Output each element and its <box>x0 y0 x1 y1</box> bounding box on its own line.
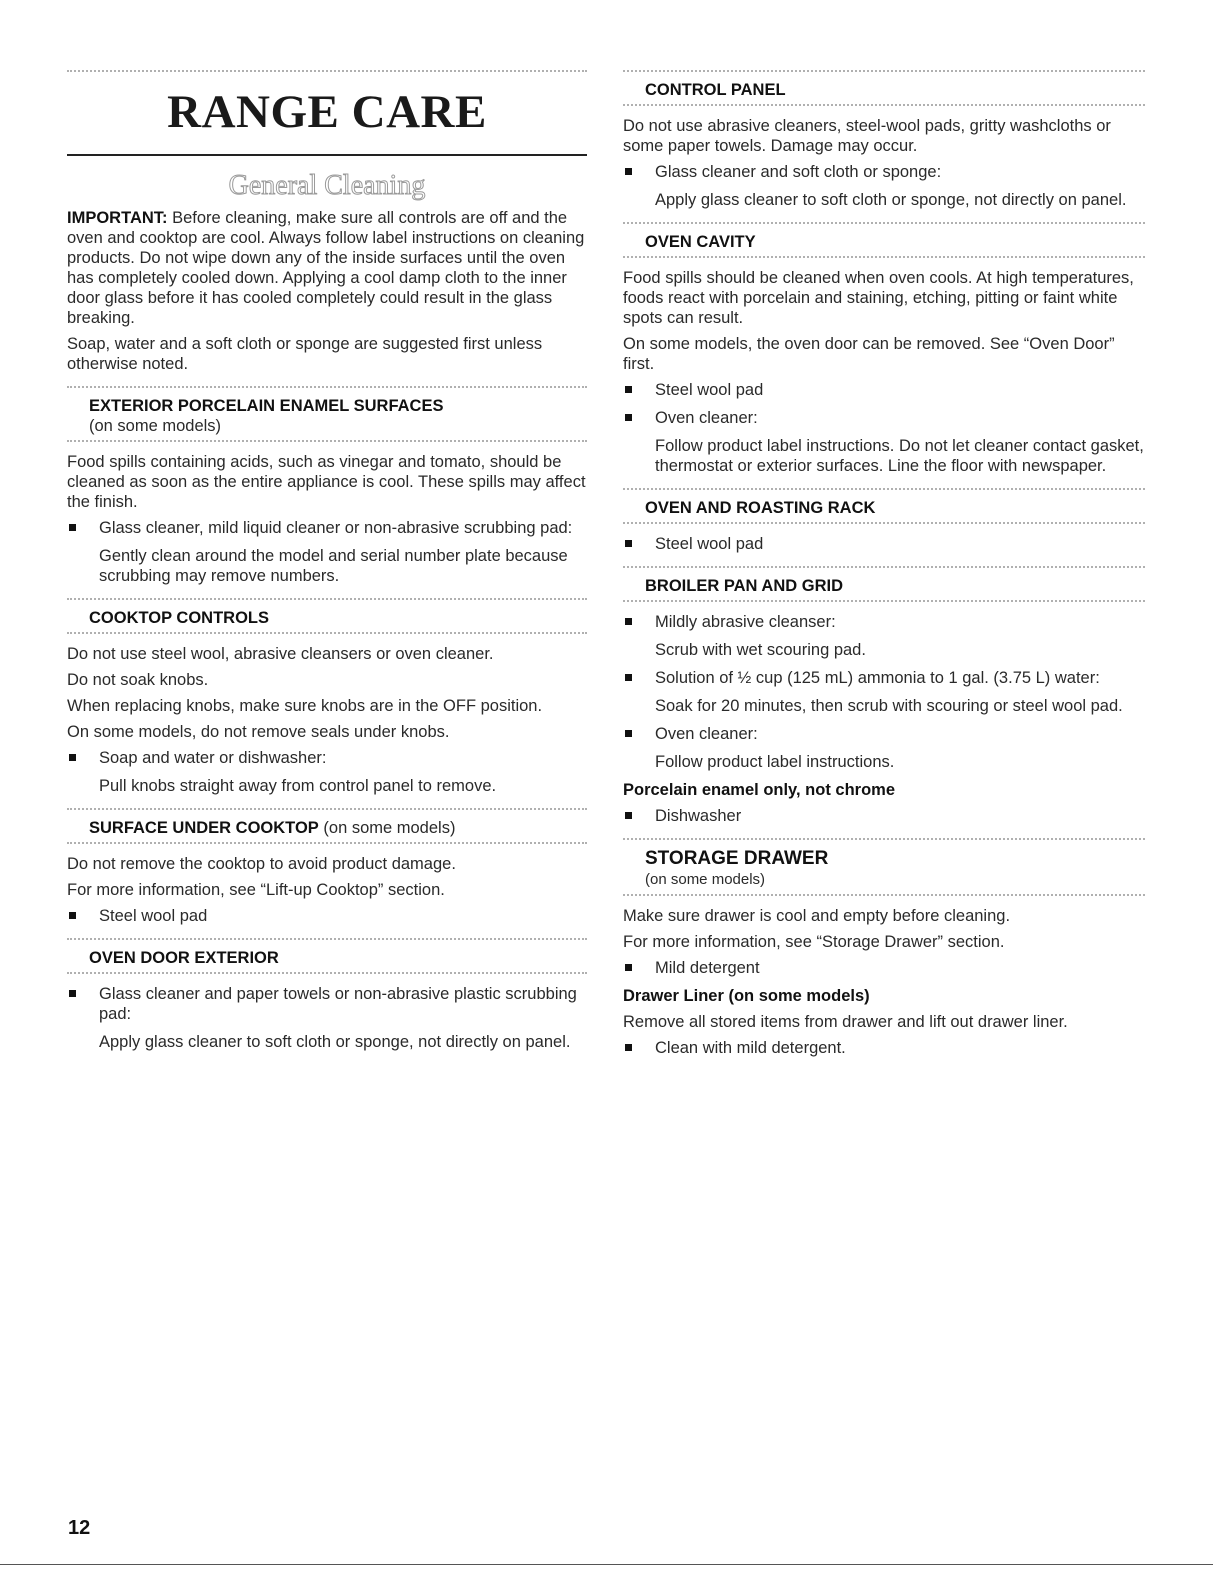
divider <box>623 566 1145 568</box>
important-label: IMPORTANT: <box>67 209 168 227</box>
list-item <box>623 724 1145 744</box>
divider <box>67 808 587 810</box>
divider <box>623 104 1145 106</box>
bullet-text: Glass cleaner and soft cloth or sponge: <box>655 163 942 181</box>
list-item <box>67 748 587 768</box>
bullet-icon <box>625 414 632 421</box>
bullet-icon <box>625 540 632 547</box>
bullet-detail: Gently clean around the model and serial number plate because scrubbing may remove numbers. <box>99 547 568 585</box>
divider <box>67 632 587 634</box>
bullet-text: Oven cleaner: <box>655 725 758 743</box>
divider <box>623 222 1145 224</box>
bullet-text: Clean with mild detergent. <box>655 1039 846 1057</box>
surface-under-cooktop-p2: For more information, see “Lift-up Cooktop” section. <box>67 881 445 899</box>
bullet-icon <box>69 912 76 919</box>
storage-drawer-note: (on some models) <box>645 871 766 888</box>
bullet-detail: Pull knobs straight away from control panel to remove. <box>99 777 497 795</box>
oven-cavity-p2: On some models, the oven door can be removed. See “Oven Door” first. <box>623 335 1115 373</box>
oven-door-exterior-heading: OVEN DOOR EXTERIOR <box>89 949 279 967</box>
bullet-text: Steel wool pad <box>655 535 764 553</box>
cooktop-controls-heading: COOKTOP CONTROLS <box>89 609 269 627</box>
list-item <box>623 380 1145 400</box>
divider <box>67 842 587 844</box>
bullet-text: Mildly abrasive cleanser: <box>655 613 836 631</box>
soap-paragraph: Soap, water and a soft cloth or sponge are suggested first unless otherwise noted. <box>67 335 543 373</box>
bullet-icon <box>625 386 632 393</box>
page-number: 12 <box>68 1517 91 1539</box>
list-item <box>67 906 587 926</box>
oven-roasting-rack-heading: OVEN AND ROASTING RACK <box>645 499 876 517</box>
storage-drawer-heading: STORAGE DRAWER <box>645 848 829 869</box>
bullet-text: Glass cleaner and paper towels or non-abrasive plastic scrubbing pad: <box>99 985 577 1023</box>
divider <box>67 938 587 940</box>
bullet-icon <box>69 990 76 997</box>
cooktop-controls-p1: Do not use steel wool, abrasive cleansers or oven cleaner. <box>67 645 494 663</box>
bottom-rule <box>0 1564 1213 1565</box>
drawer-liner-label: Drawer Liner (on some models) <box>623 987 870 1005</box>
bullet-icon <box>69 524 76 531</box>
surface-under-cooktop-heading <box>89 818 587 838</box>
important-paragraph <box>67 208 587 328</box>
bullet-text: Steel wool pad <box>99 907 208 925</box>
list-item <box>623 408 1145 428</box>
left-column <box>67 0 587 1060</box>
bullet-icon <box>625 730 632 737</box>
control-panel-p1: Do not use abrasive cleaners, steel-wool pads, gritty washcloths or some paper towels. Damage may occur. <box>623 117 1111 155</box>
drawer-liner-text: Remove all stored items from drawer and lift out drawer liner. <box>623 1013 1068 1031</box>
porcelain-only-label: Porcelain enamel only, not chrome <box>623 781 896 799</box>
page-title: RANGE CARE <box>167 86 487 138</box>
bullet-icon <box>69 754 76 761</box>
bullet-detail: Follow product label instructions. Do not let cleaner contact gasket, thermostat or exterior surfaces. Line the floor with newspaper. <box>655 437 1144 475</box>
bullet-detail: Soak for 20 minutes, then scrub with scouring or steel wool pad. <box>655 697 1123 715</box>
divider <box>67 598 587 600</box>
list-item <box>623 958 1145 978</box>
bullet-icon <box>625 618 632 625</box>
divider <box>623 838 1145 840</box>
list-item <box>623 162 1145 182</box>
bullet-detail: Apply glass cleaner to soft cloth or sponge, not directly on panel. <box>655 191 1127 209</box>
surface-under-cooktop-p1: Do not remove the cooktop to avoid product damage. <box>67 855 456 873</box>
divider <box>623 70 1145 72</box>
divider <box>623 256 1145 258</box>
divider <box>67 440 587 442</box>
divider <box>67 70 587 72</box>
bullet-icon <box>625 964 632 971</box>
cooktop-controls-p3: When replacing knobs, make sure knobs are in the OFF position. <box>67 697 543 715</box>
bullet-icon <box>625 674 632 681</box>
surface-under-cooktop-note: (on some models) <box>318 819 456 837</box>
bullet-text: Solution of ½ cup (125 mL) ammonia to 1 gal. (3.75 L) water: <box>655 669 1100 687</box>
bullet-text: Oven cleaner: <box>655 409 758 427</box>
oven-cavity-p1: Food spills should be cleaned when oven cools. At high temperatures, foods react with porcelain and staining, etching, pitting or faint white spots can result. <box>623 269 1134 327</box>
list-item <box>623 534 1145 554</box>
bullet-icon <box>625 812 632 819</box>
list-item <box>623 1038 1145 1058</box>
exterior-porcelain-note: (on some models) <box>89 417 222 435</box>
bullet-text: Soap and water or dishwasher: <box>99 749 327 767</box>
divider <box>67 386 587 388</box>
bullet-text: Mild detergent <box>655 959 760 977</box>
bullet-detail: Apply glass cleaner to soft cloth or sponge, not directly on panel. <box>99 1033 571 1051</box>
storage-drawer-p2: For more information, see “Storage Drawer” section. <box>623 933 1005 951</box>
bullet-icon <box>625 1044 632 1051</box>
cooktop-controls-p4: On some models, do not remove seals under knobs. <box>67 723 450 741</box>
cooktop-controls-p2: Do not soak knobs. <box>67 671 209 689</box>
bullet-detail: Scrub with wet scouring pad. <box>655 641 866 659</box>
right-column <box>623 0 1145 1066</box>
divider <box>623 600 1145 602</box>
section-heading: General Cleaning <box>228 170 426 201</box>
important-text: Before cleaning, make sure all controls are off and the oven and cooktop are cool. Always follow label instructions on cleaning products. Do not wipe down any of the inside surfaces until the oven has completely cooled down. Applying a cool damp cloth to the inner door glass before it has cooled completely could result in the glass breaking. <box>67 209 585 327</box>
bullet-icon <box>625 168 632 175</box>
control-panel-heading: CONTROL PANEL <box>645 81 786 99</box>
exterior-porcelain-para: Food spills containing acids, such as vinegar and tomato, should be cleaned as soon as the entire appliance is cool. These spills may affect the finish. <box>67 453 586 511</box>
divider <box>623 894 1145 896</box>
oven-cavity-heading: OVEN CAVITY <box>645 233 756 251</box>
bullet-text: Steel wool pad <box>655 381 764 399</box>
bullet-text: Dishwasher <box>655 807 742 825</box>
list-item <box>623 668 1145 688</box>
divider <box>67 972 587 974</box>
divider <box>623 488 1145 490</box>
divider <box>623 522 1145 524</box>
broiler-pan-heading: BROILER PAN AND GRID <box>645 577 843 595</box>
surface-under-cooktop-title: SURFACE UNDER COOKTOP <box>89 819 319 837</box>
bullet-text: Glass cleaner, mild liquid cleaner or non-abrasive scrubbing pad: <box>99 519 573 537</box>
list-item <box>67 984 587 1024</box>
bullet-detail: Follow product label instructions. <box>655 753 895 771</box>
list-item <box>623 806 1145 826</box>
list-item <box>623 612 1145 632</box>
exterior-porcelain-heading: EXTERIOR PORCELAIN ENAMEL SURFACES <box>89 397 444 415</box>
list-item <box>67 518 587 538</box>
title-rule <box>67 154 587 156</box>
storage-drawer-p1: Make sure drawer is cool and empty before cleaning. <box>623 907 1011 925</box>
